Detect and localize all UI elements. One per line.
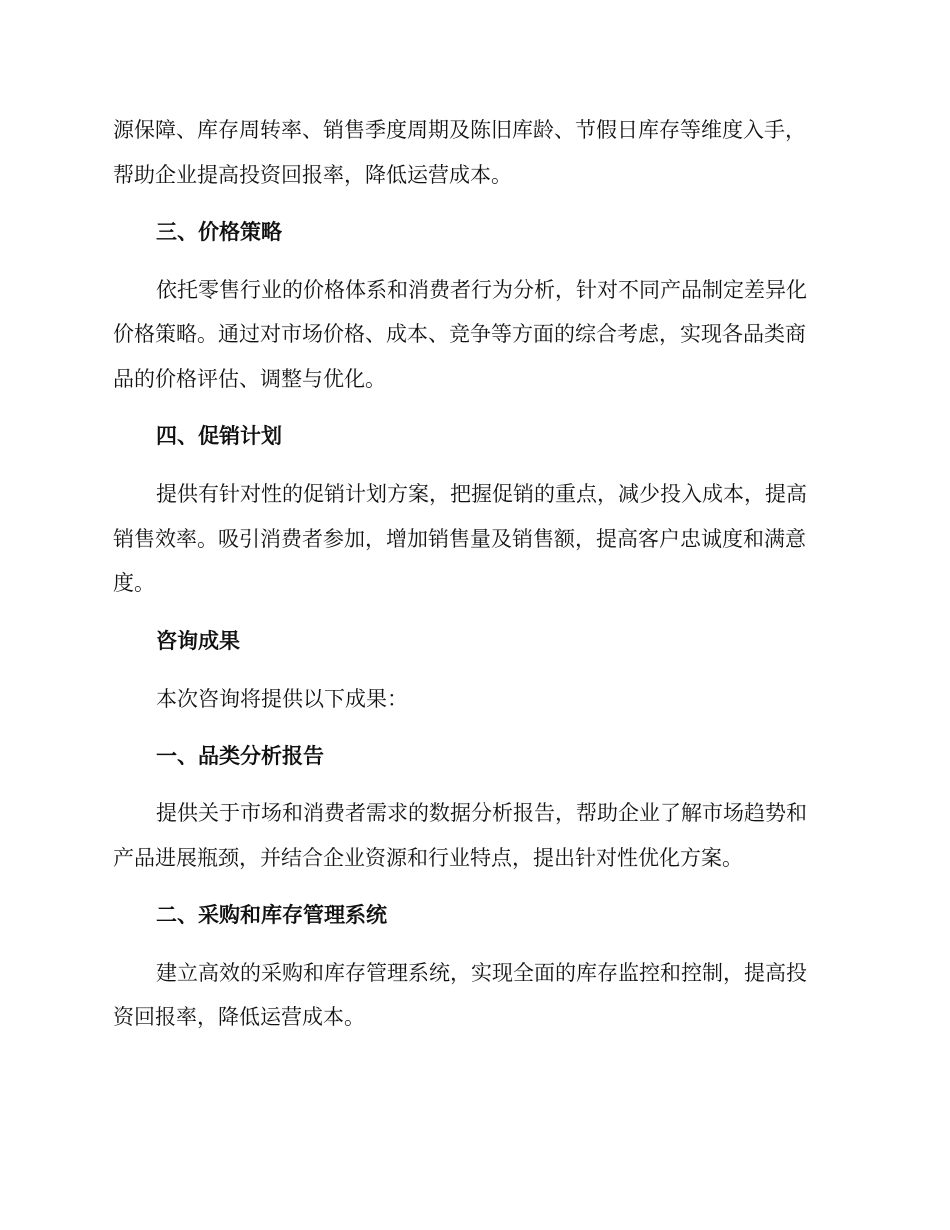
paragraph-line: 源保障、库存周转率、销售季度周期及陈旧库龄、节假日库存等维度入手，	[113, 118, 806, 142]
paragraph-line: 提供关于市场和消费者需求的数据分析报告，帮助企业了解市场趋势和	[156, 801, 807, 825]
section-heading-procurement-inventory: 二、采购和库存管理系统	[156, 903, 387, 927]
section-heading-price-strategy: 三、价格策略	[156, 220, 282, 244]
paragraph-line: 依托零售行业的价格体系和消费者行为分析，针对不同产品制定差异化	[156, 278, 807, 302]
section-heading-consulting-results: 咨询成果	[156, 629, 240, 653]
paragraph-line: 价格策略。通过对市场价格、成本、竞争等方面的综合考虑，实现各品类商	[113, 322, 806, 346]
paragraph-line: 本次咨询将提供以下成果：	[156, 687, 408, 711]
paragraph-line: 度。	[113, 571, 155, 595]
paragraph-line: 资回报率，降低运营成本。	[113, 1005, 365, 1029]
paragraph-line: 帮助企业提高投资回报率，降低运营成本。	[113, 163, 512, 187]
section-heading-category-report: 一、品类分析报告	[156, 744, 324, 768]
paragraph-line: 产品进展瓶颈，并结合企业资源和行业特点，提出针对性优化方案。	[113, 846, 743, 870]
paragraph-line: 建立高效的采购和库存管理系统，实现全面的库存监控和控制，提高投	[156, 961, 807, 985]
section-heading-promotion-plan: 四、促销计划	[156, 424, 282, 448]
paragraph-line: 品的价格评估、调整与优化。	[113, 367, 386, 391]
paragraph-line: 提供有针对性的促销计划方案，把握促销的重点，减少投入成本，提高	[156, 482, 807, 506]
paragraph-line: 销售效率。吸引消费者参加，增加销售量及销售额，提高客户忠诚度和满意	[113, 527, 806, 551]
